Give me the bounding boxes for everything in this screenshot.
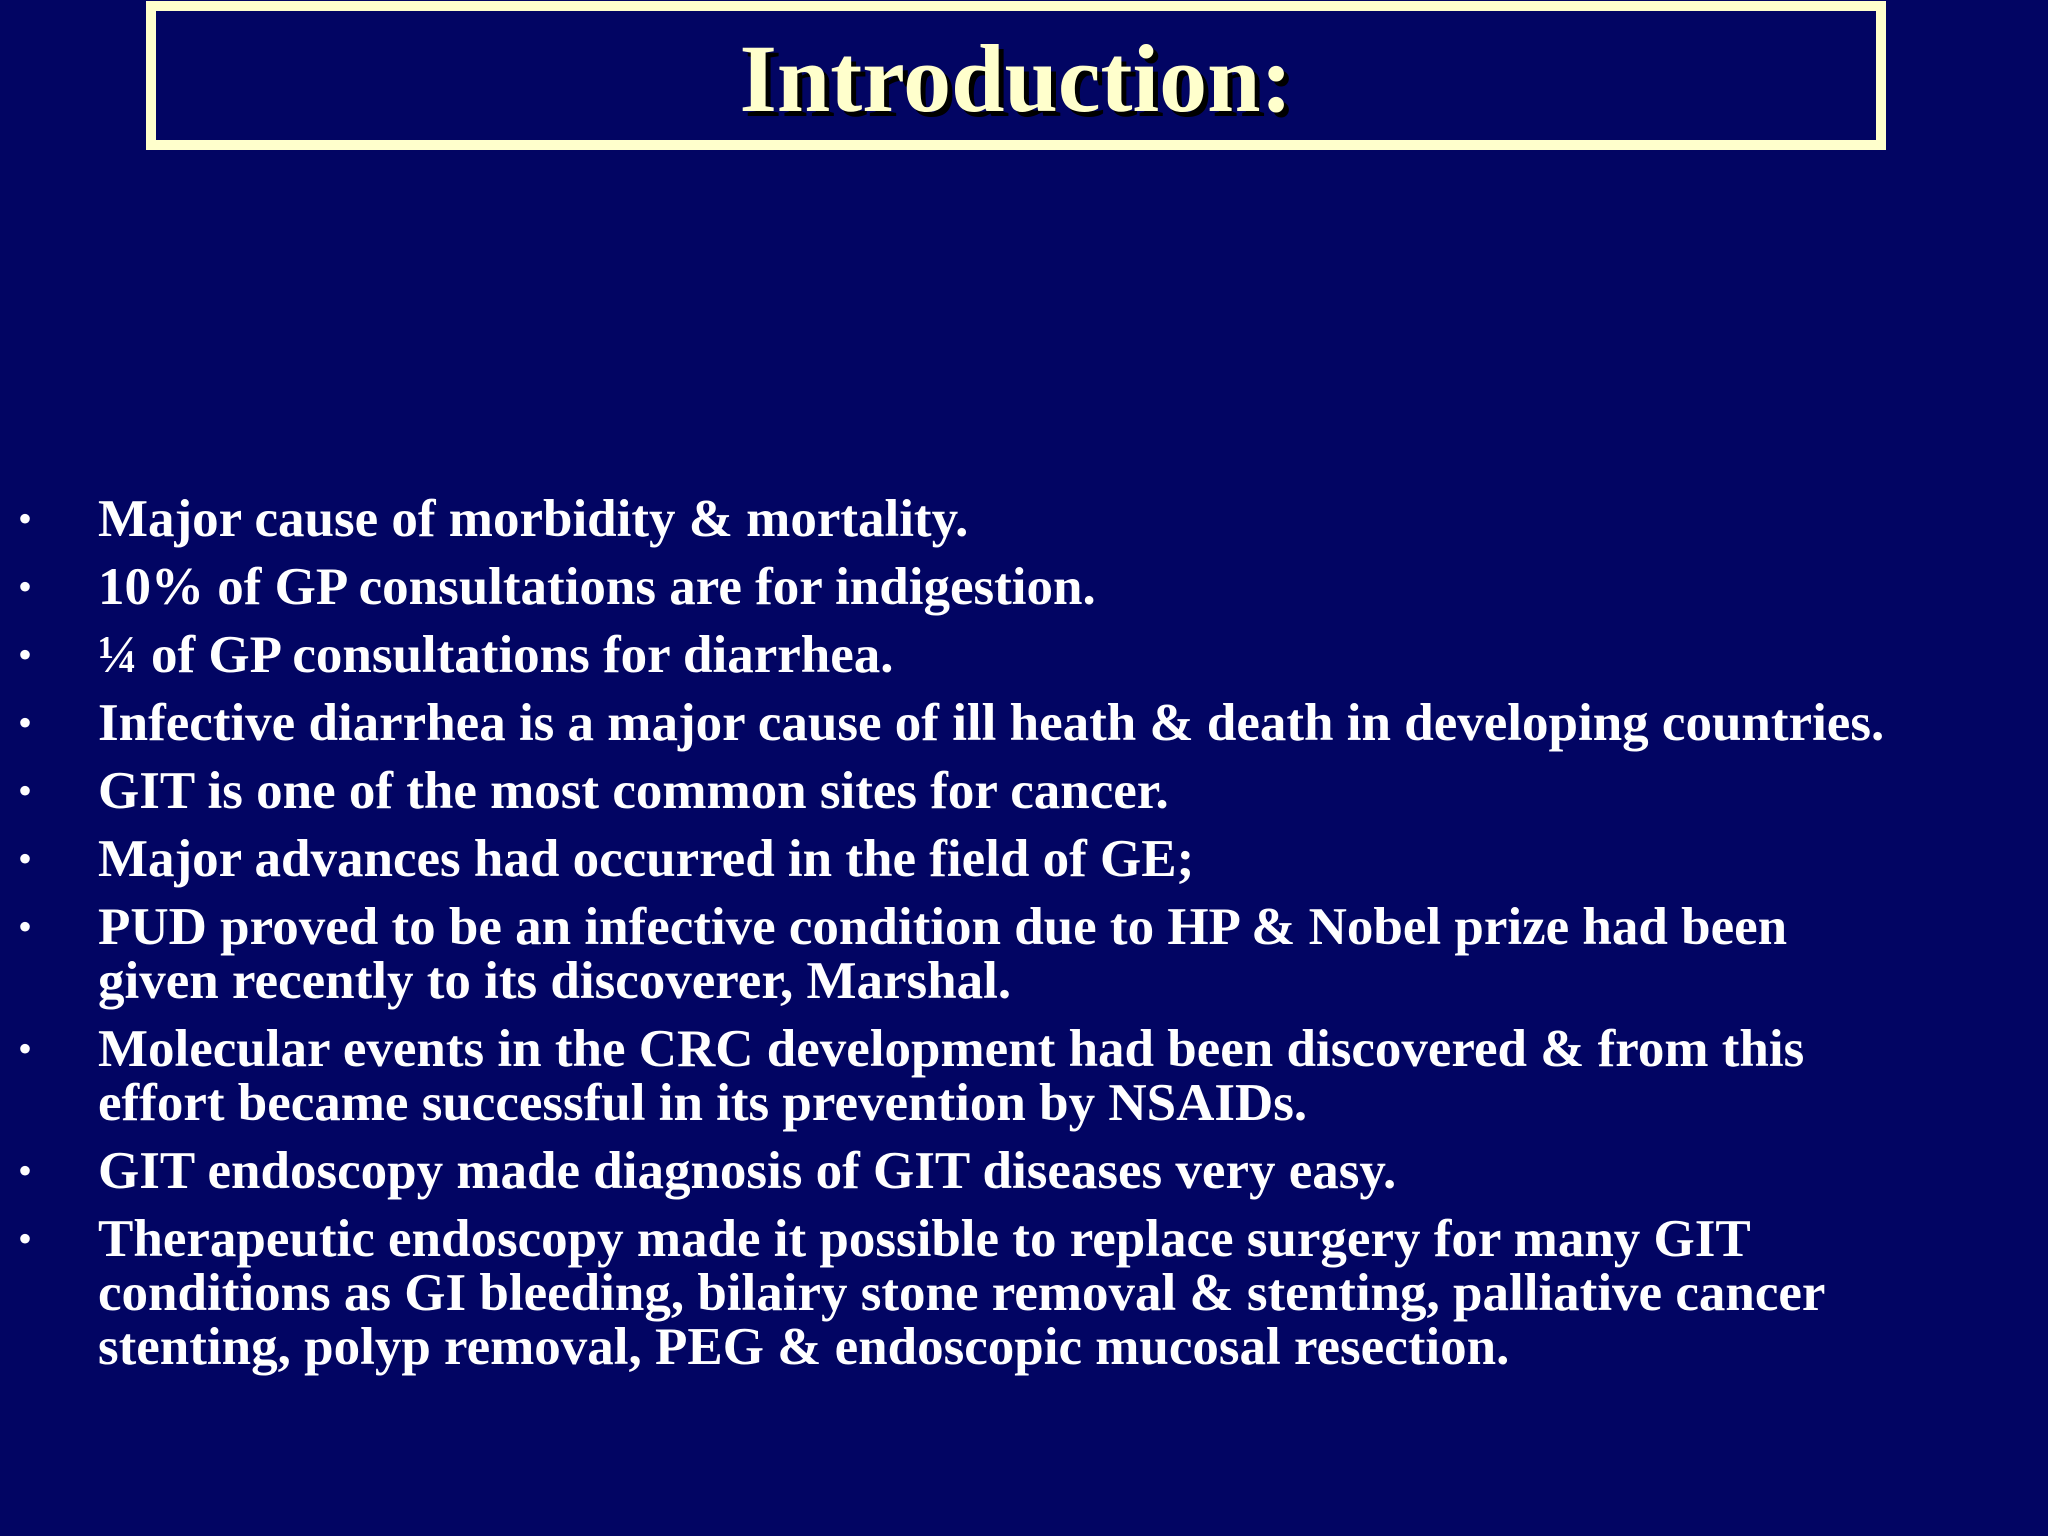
bullet-icon: • bbox=[18, 904, 33, 949]
bullet-text: GIT is one of the most common sites for cancer. bbox=[98, 762, 1169, 820]
bullet-icon: • bbox=[18, 496, 33, 541]
list-item bbox=[18, 560, 2043, 614]
bullet-icon: • bbox=[18, 836, 33, 881]
list-item bbox=[18, 764, 2043, 818]
bullet-text: PUD proved to be an infective condition due to HP & Nobel prize had been given recently to its discoverer, Marshal. bbox=[98, 898, 1788, 1010]
bullet-icon: • bbox=[18, 1216, 33, 1261]
list-item bbox=[18, 1022, 2043, 1130]
list-item bbox=[18, 1144, 2043, 1198]
bullet-icon: • bbox=[18, 768, 33, 813]
list-item bbox=[18, 628, 2043, 682]
title-frame bbox=[146, 1, 1886, 150]
bullet-text: Molecular events in the CRC development had been discovered & from this effort became successful in its prevention by NSAIDs. bbox=[98, 1020, 1805, 1132]
list-item bbox=[18, 696, 2043, 750]
bullet-icon: • bbox=[18, 1148, 33, 1193]
list-item bbox=[18, 900, 2043, 1008]
list-item bbox=[18, 492, 2043, 546]
list-item bbox=[18, 832, 2043, 886]
bullet-text: GIT endoscopy made diagnosis of GIT diseases very easy. bbox=[98, 1142, 1397, 1200]
bullet-text: Major cause of morbidity & mortality. bbox=[98, 490, 969, 548]
slide-title: Introduction: bbox=[739, 24, 1293, 132]
bullet-text: Therapeutic endoscopy made it possible to replace surgery for many GIT conditions as GI bleeding, bilairy stone removal & stenting, palliative cancer stenting, polyp removal, PEG & endoscopic mucosal resection. bbox=[98, 1210, 1826, 1376]
bullet-icon: • bbox=[18, 1026, 33, 1071]
bullet-icon: • bbox=[18, 632, 33, 677]
bullet-list bbox=[18, 492, 2043, 1388]
list-item bbox=[18, 1212, 2043, 1374]
bullet-text: 10% of GP consultations are for indigestion. bbox=[98, 558, 1096, 616]
bullet-text: Infective diarrhea is a major cause of ill heath & death in developing countries. bbox=[98, 694, 1885, 752]
bullet-text: Major advances had occurred in the field of GE; bbox=[98, 830, 1195, 888]
bullet-text: ¼ of GP consultations for diarrhea. bbox=[98, 626, 894, 684]
bullet-icon: • bbox=[18, 700, 33, 745]
bullet-icon: • bbox=[18, 564, 33, 609]
